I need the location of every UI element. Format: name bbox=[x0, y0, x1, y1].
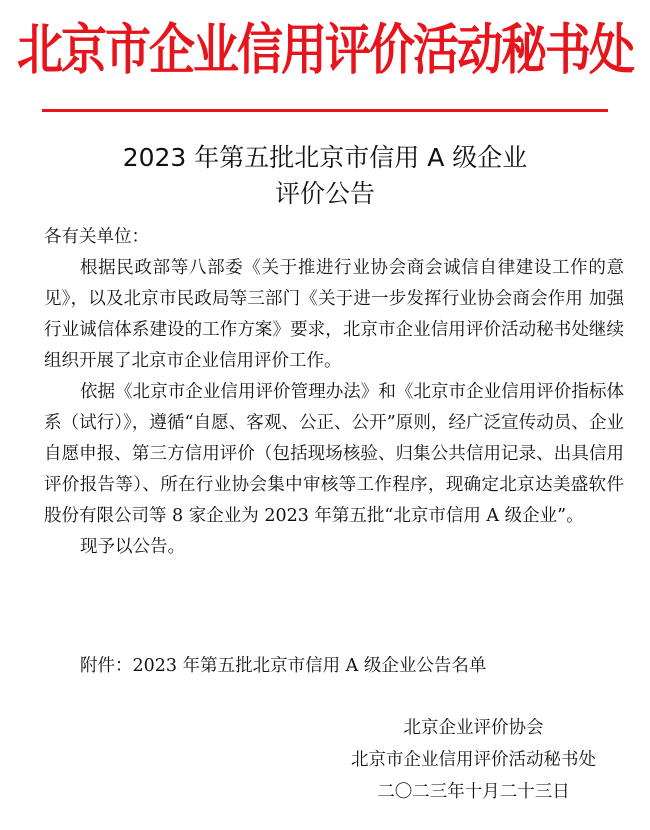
document-title-line-2: 评价公告 bbox=[274, 179, 375, 208]
paragraph-1: 根据民政部等八部委《关于推进行业协会商会诚信自律建设工作的意见》，以及北京市民政局等三部门《关于进一步发挥行业协会商会作用 加强行业诚信体系建设的工作方案》要求，北京市企业信用评价活动秘书处继续组织开展了北京市企业信用评价工作。 bbox=[44, 258, 624, 371]
paragraph-3: 现予以公告。 bbox=[80, 537, 185, 557]
issuer-1: 北京企业评价协会 bbox=[403, 718, 544, 738]
salutation: 各有关单位： bbox=[44, 227, 149, 247]
issue-date: 二〇二三年十月二十三日 bbox=[377, 782, 570, 802]
letterhead-red-rule bbox=[42, 109, 608, 112]
issuer-2: 北京市企业信用评价活动秘书处 bbox=[351, 750, 596, 770]
paragraph-2: 依据《北京市企业信用评价管理办法》和《北京市企业信用评价指标体系（试行）》，遵循“自愿、客观、公正、公开”原则，经广泛宣传动员、企业自愿申报、第三方信用评价（包括现场核验、归集公共信用记录、出具信用评价报告等）、所在行业协会集中审核等工作程序，现确定北京达美盛软件股份有限公司等 8 家企业为 2023 年第五批“北京市信用 A 级企业”。 bbox=[44, 382, 624, 526]
signature-block bbox=[351, 712, 596, 808]
letterhead-title: 北京市企业信用评价活动秘书处 bbox=[17, 17, 633, 82]
document-title-line-1: 2023 年第五批北京市信用 A 级企业 bbox=[122, 143, 528, 172]
document-title bbox=[0, 140, 650, 212]
attachment-note: 附件：2023 年第五批北京市信用 A 级企业公告名单 bbox=[80, 656, 487, 676]
document-body bbox=[44, 222, 624, 563]
